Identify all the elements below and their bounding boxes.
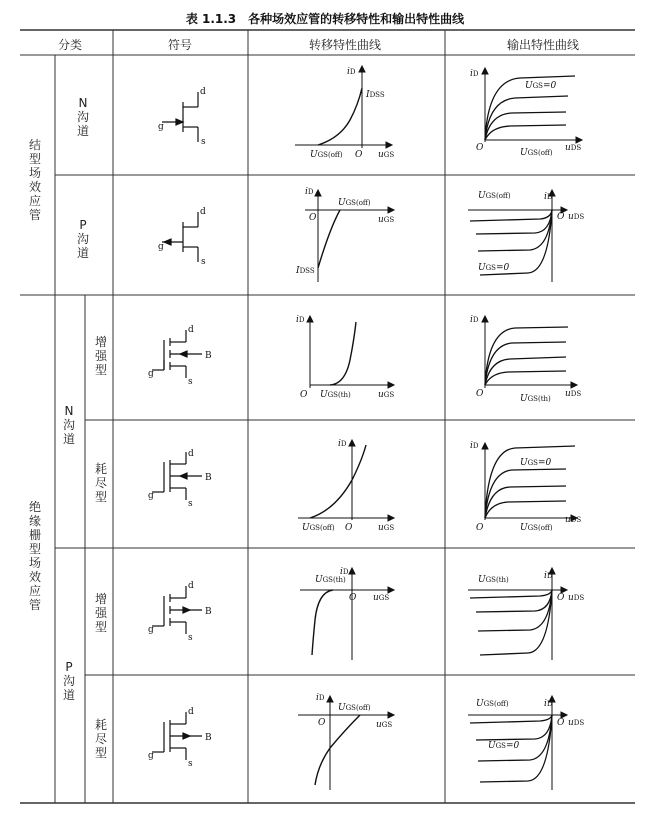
svg-text:s: s <box>188 633 193 643</box>
svg-text:s: s <box>188 377 193 387</box>
svg-text:UGS(off): UGS(off) <box>520 523 553 533</box>
svg-text:d: d <box>188 449 194 459</box>
svg-text:UGS(off): UGS(off) <box>338 703 371 713</box>
svg-text:O: O <box>557 718 565 728</box>
svg-text:uGS: uGS <box>378 150 395 160</box>
svg-text:g: g <box>158 122 164 132</box>
svg-text:O: O <box>476 389 484 399</box>
svg-text:g: g <box>148 625 154 635</box>
symbol-mos-n-dep <box>152 452 202 500</box>
svg-text:O: O <box>476 523 484 533</box>
symbol-jfet-n <box>162 92 198 142</box>
svg-text:O: O <box>355 150 363 160</box>
svg-text:g: g <box>148 491 154 501</box>
svg-text:s: s <box>188 499 193 509</box>
svg-text:UGS=0: UGS=0 <box>488 741 520 751</box>
svg-text:s: s <box>188 759 193 769</box>
svg-text:d: d <box>200 207 206 217</box>
svg-text:uDS: uDS <box>568 718 585 728</box>
svg-text:B: B <box>205 607 212 617</box>
svg-text:B: B <box>205 473 212 483</box>
symbol-jfet-p <box>162 212 198 262</box>
svg-text:UGS(off): UGS(off) <box>338 198 371 208</box>
svg-text:uDS: uDS <box>565 515 582 525</box>
table-title: 表 1.1.3 各种场效应管的转移特性和输出特性曲线 <box>185 12 465 26</box>
svg-text:uDS: uDS <box>568 593 585 603</box>
svg-text:iD: iD <box>470 315 479 325</box>
svg-text:iD: iD <box>544 192 553 202</box>
svg-text:uGS: uGS <box>376 720 393 730</box>
svg-text:g: g <box>148 751 154 761</box>
svg-text:uGS: uGS <box>378 390 395 400</box>
svg-text:iD: iD <box>305 187 314 197</box>
svg-text:O: O <box>476 143 484 153</box>
svg-text:iD: iD <box>316 693 325 703</box>
group-jfet-label: 结型场效应管 <box>28 138 41 222</box>
table-grid <box>20 30 635 803</box>
svg-text:uGS: uGS <box>373 593 390 603</box>
header-output: 输出特性曲线 <box>506 38 579 52</box>
svg-text:O: O <box>300 390 308 400</box>
svg-text:d: d <box>188 581 194 591</box>
axis-labels <box>295 67 584 751</box>
svg-text:uDS: uDS <box>568 212 585 222</box>
output-curves <box>468 68 585 790</box>
header-classification: 分类 <box>57 38 82 52</box>
svg-text:uDS: uDS <box>565 143 582 153</box>
svg-text:O: O <box>309 213 317 223</box>
svg-text:iD: iD <box>296 315 305 325</box>
svg-text:UGS=0: UGS=0 <box>520 458 552 468</box>
svg-text:UGS(off): UGS(off) <box>478 191 511 201</box>
svg-text:UGS(off): UGS(off) <box>302 523 335 533</box>
symbol-mos-p-dep <box>152 712 202 760</box>
svg-text:UGS=0: UGS=0 <box>525 81 557 91</box>
group-mosfet-label: 绝缘栅型场效应管 <box>28 500 41 612</box>
svg-text:iD: iD <box>340 567 349 577</box>
pin-labels <box>148 87 212 769</box>
svg-text:UGS(th): UGS(th) <box>315 575 346 585</box>
svg-text:O: O <box>318 718 326 728</box>
svg-text:d: d <box>188 707 194 717</box>
svg-text:g: g <box>158 242 164 252</box>
svg-text:IDSS: IDSS <box>296 266 315 276</box>
mode-label-p-enh: 增强型 <box>94 592 107 634</box>
svg-text:iD: iD <box>470 441 479 451</box>
mode-label-n-dep: 耗尽型 <box>94 462 107 504</box>
svg-text:UGS(th): UGS(th) <box>320 390 351 400</box>
svg-text:iD: iD <box>544 571 553 581</box>
svg-text:IDSS: IDSS <box>366 90 385 100</box>
svg-text:UGS(off): UGS(off) <box>310 150 343 160</box>
svg-text:uDS: uDS <box>565 389 582 399</box>
svg-text:O: O <box>557 212 565 222</box>
svg-text:iD: iD <box>347 67 356 77</box>
symbol-mos-n-enh <box>152 330 202 378</box>
svg-text:d: d <box>200 87 206 97</box>
svg-text:UGS=0: UGS=0 <box>478 263 510 273</box>
mos-p-channel-label: P沟道 <box>62 660 75 702</box>
svg-text:O: O <box>345 523 353 533</box>
mode-label-p-dep: 耗尽型 <box>94 718 107 760</box>
svg-text:iD: iD <box>544 699 553 709</box>
svg-text:UGS(th): UGS(th) <box>478 575 509 585</box>
svg-text:B: B <box>205 351 212 361</box>
svg-text:s: s <box>201 137 206 147</box>
symbol-mos-p-enh <box>152 586 202 634</box>
svg-text:O: O <box>557 593 565 603</box>
svg-text:iD: iD <box>470 69 479 79</box>
svg-text:g: g <box>148 369 154 379</box>
jfet-p-channel-label: P沟道 <box>76 218 89 260</box>
header-symbol: 符号 <box>167 38 192 52</box>
svg-text:UGS(off): UGS(off) <box>476 699 509 709</box>
svg-text:uGS: uGS <box>378 215 395 225</box>
svg-text:d: d <box>188 325 194 335</box>
svg-text:B: B <box>205 733 212 743</box>
jfet-n-channel-label: N沟道 <box>76 96 89 138</box>
svg-text:UGS(th): UGS(th) <box>520 394 551 404</box>
svg-text:s: s <box>201 257 206 267</box>
svg-text:UGS(off): UGS(off) <box>520 148 553 158</box>
mode-label-n-enh: 增强型 <box>94 335 107 377</box>
svg-text:uGS: uGS <box>378 523 395 533</box>
header-transfer: 转移特性曲线 <box>308 38 381 52</box>
svg-text:O: O <box>349 593 357 603</box>
mos-n-channel-label: N沟道 <box>62 404 75 446</box>
svg-text:iD: iD <box>338 439 347 449</box>
